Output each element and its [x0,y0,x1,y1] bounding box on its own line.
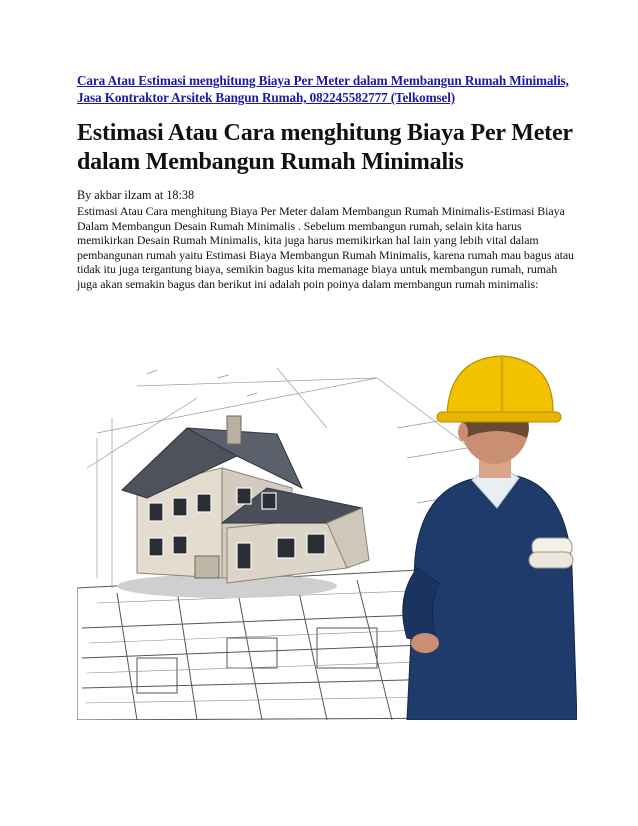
rolled-blueprints [529,538,573,568]
post-byline: By akbar ilzam at 18:38 [77,188,195,202]
post-body: Estimasi Atau Cara menghitung Biaya Per Meter dalam Membangun Rumah Minimalis-Estimasi Biaya Dalam Membangun Desain Rumah Minimalis . Sebelum membangun rumah, selain kita harus memikirkan Desain Rumah Minimalis, kita juga harus memikirkan hal lain yang lebih vital dalam pembangunan rumah yaitu Estimasi Biaya Membangun Rumah Minimalis, karena rumah mau bagus atau tidak itu juga tergantung biaya, semikin bagus kita memanage biaya untuk membangun rumah, rumah juga akan semakin bagus dan berikut ini adalah poin poinya dalam membangun rumah minimalis: [77,204,574,291]
document-page [77,72,579,292]
illustration-svg [77,338,577,720]
house-engineer-illustration [77,338,577,720]
post-title: Estimasi Atau Cara menghitung Biaya Per Meter dalam Membangun Rumah Minimalis [77,120,573,175]
header-link[interactable]: Cara Atau Estimasi menghitung Biaya Per Meter dalam Membangun Rumah Minimalis, Jasa Kontraktor Arsitek Bangun Rumah, 082245582777 (Telkomsel) [77,73,569,105]
engineer-figure [403,356,577,720]
house-model [117,416,369,598]
